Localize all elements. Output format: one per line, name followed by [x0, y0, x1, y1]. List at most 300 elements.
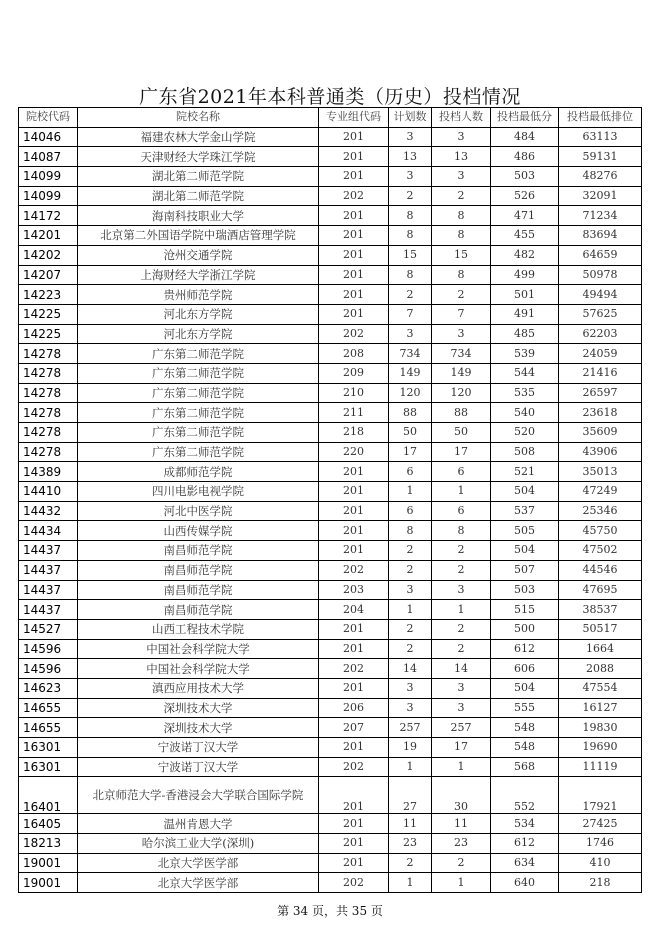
school-code: 14099: [19, 167, 78, 187]
min-rank: 11119: [559, 757, 642, 777]
table-row: [19, 814, 642, 834]
group-code: 201: [319, 127, 389, 147]
plan-count: 6: [389, 462, 432, 482]
min-rank: 48276: [559, 167, 642, 187]
group-code: 201: [319, 285, 389, 305]
min-score: 606: [491, 659, 559, 679]
school-name: 南昌师范学院: [78, 560, 319, 580]
table-row: [19, 226, 642, 246]
school-name: 北京大学医学部: [78, 853, 319, 873]
table-row: [19, 619, 642, 639]
admitted-count: 8: [432, 265, 491, 285]
header-min-score: 投档最低分: [491, 108, 559, 128]
school-name: 滇西应用技术大学: [78, 678, 319, 698]
school-name: 上海财经大学浙江学院: [78, 265, 319, 285]
min-rank: 45750: [559, 521, 642, 541]
min-rank: 410: [559, 853, 642, 873]
table-header-row: [19, 108, 642, 128]
table-row: [19, 600, 642, 620]
group-code: 204: [319, 600, 389, 620]
admitted-count: 2: [432, 853, 491, 873]
school-code: 14278: [19, 403, 78, 423]
school-name: 广东第二师范学院: [78, 442, 319, 462]
table-row: [19, 738, 642, 758]
min-score: 640: [491, 873, 559, 893]
plan-count: 2: [389, 541, 432, 561]
plan-count: 11: [389, 814, 432, 834]
school-name: 广东第二师范学院: [78, 423, 319, 443]
min-score: 548: [491, 738, 559, 758]
group-code: 202: [319, 757, 389, 777]
plan-count: 1: [389, 873, 432, 893]
min-rank: 50978: [559, 265, 642, 285]
table-row: [19, 853, 642, 873]
school-name: 深圳技术大学: [78, 698, 319, 718]
group-code: 202: [319, 324, 389, 344]
plan-count: 19: [389, 738, 432, 758]
school-name: 天津财经大学珠江学院: [78, 147, 319, 167]
min-rank: 27425: [559, 814, 642, 834]
plan-count: 8: [389, 226, 432, 246]
school-code: 14596: [19, 659, 78, 679]
header-plan: 计划数: [389, 108, 432, 128]
school-code: 14437: [19, 560, 78, 580]
min-score: 482: [491, 245, 559, 265]
min-rank: 47502: [559, 541, 642, 561]
admitted-count: 6: [432, 501, 491, 521]
plan-count: 734: [389, 344, 432, 364]
min-rank: 32091: [559, 186, 642, 206]
table-row: [19, 678, 642, 698]
admitted-count: 3: [432, 698, 491, 718]
school-name: 宁波诺丁汉大学: [78, 738, 319, 758]
school-code: 14201: [19, 226, 78, 246]
admitted-count: 8: [432, 226, 491, 246]
min-rank: 1664: [559, 639, 642, 659]
admitted-count: 11: [432, 814, 491, 834]
school-code: 14278: [19, 442, 78, 462]
page-title: 广东省2021年本科普通类（历史）投档情况: [139, 86, 521, 108]
min-rank: 47554: [559, 678, 642, 698]
min-score: 508: [491, 442, 559, 462]
table-row: [19, 698, 642, 718]
min-score: 634: [491, 853, 559, 873]
group-code: 201: [319, 265, 389, 285]
school-name: 山西工程技术学院: [78, 619, 319, 639]
table-row: [19, 127, 642, 147]
school-name: 河北中医学院: [78, 501, 319, 521]
plan-count: 3: [389, 127, 432, 147]
plan-count: 3: [389, 678, 432, 698]
table-row: [19, 206, 642, 226]
plan-count: 120: [389, 383, 432, 403]
school-code: 14172: [19, 206, 78, 226]
admitted-count: 7: [432, 304, 491, 324]
group-code: 201: [319, 639, 389, 659]
school-name: 山西传媒学院: [78, 521, 319, 541]
group-code: 210: [319, 383, 389, 403]
min-rank: 47249: [559, 482, 642, 502]
group-code: 209: [319, 363, 389, 383]
school-name: 南昌师范学院: [78, 541, 319, 561]
school-name: 沧州交通学院: [78, 245, 319, 265]
school-name: 中国社会科学院大学: [78, 659, 319, 679]
plan-count: 1: [389, 482, 432, 502]
group-code: 201: [319, 738, 389, 758]
min-score: 526: [491, 186, 559, 206]
school-name: 中国社会科学院大学: [78, 639, 319, 659]
admitted-count: 149: [432, 363, 491, 383]
school-name: 湖北第二师范学院: [78, 186, 319, 206]
plan-count: 8: [389, 206, 432, 226]
admitted-count: 734: [432, 344, 491, 364]
group-code: 202: [319, 873, 389, 893]
min-rank: 47695: [559, 580, 642, 600]
min-score: 504: [491, 482, 559, 502]
school-name: 北京师范大学-香港浸会大学联合国际学院: [78, 777, 319, 814]
min-score: 540: [491, 403, 559, 423]
admitted-count: 23: [432, 834, 491, 854]
admitted-count: 2: [432, 541, 491, 561]
min-rank: 1746: [559, 834, 642, 854]
school-code: 14278: [19, 363, 78, 383]
group-code: 201: [319, 777, 389, 814]
plan-count: 2: [389, 619, 432, 639]
plan-count: 8: [389, 265, 432, 285]
admitted-count: 257: [432, 718, 491, 738]
school-code: 14434: [19, 521, 78, 541]
table-row: [19, 363, 642, 383]
min-score: 503: [491, 167, 559, 187]
min-score: 503: [491, 580, 559, 600]
min-score: 535: [491, 383, 559, 403]
group-code: 201: [319, 521, 389, 541]
min-score: 491: [491, 304, 559, 324]
plan-count: 8: [389, 521, 432, 541]
header-group-code: 专业组代码: [319, 108, 389, 128]
min-rank: 35013: [559, 462, 642, 482]
min-score: 534: [491, 814, 559, 834]
admitted-count: 50: [432, 423, 491, 443]
min-score: 515: [491, 600, 559, 620]
school-name: 温州肯恩大学: [78, 814, 319, 834]
admitted-count: 15: [432, 245, 491, 265]
school-code: 14046: [19, 127, 78, 147]
min-score: 539: [491, 344, 559, 364]
plan-count: 257: [389, 718, 432, 738]
group-code: 201: [319, 501, 389, 521]
admitted-count: 3: [432, 678, 491, 698]
plan-count: 3: [389, 698, 432, 718]
plan-count: 3: [389, 167, 432, 187]
min-score: 548: [491, 718, 559, 738]
min-score: 500: [491, 619, 559, 639]
group-code: 220: [319, 442, 389, 462]
table-row: [19, 873, 642, 893]
school-code: 16301: [19, 738, 78, 758]
group-code: 201: [319, 167, 389, 187]
admitted-count: 3: [432, 127, 491, 147]
admitted-count: 6: [432, 462, 491, 482]
admitted-count: 2: [432, 619, 491, 639]
admitted-count: 120: [432, 383, 491, 403]
school-code: 14087: [19, 147, 78, 167]
group-code: 203: [319, 580, 389, 600]
min-rank: 35609: [559, 423, 642, 443]
min-rank: 38537: [559, 600, 642, 620]
school-name: 河北东方学院: [78, 304, 319, 324]
plan-count: 2: [389, 853, 432, 873]
school-name: 海南科技职业大学: [78, 206, 319, 226]
school-code: 16401: [19, 777, 78, 814]
admitted-count: 2: [432, 285, 491, 305]
admitted-count: 1: [432, 482, 491, 502]
min-score: 520: [491, 423, 559, 443]
min-rank: 25346: [559, 501, 642, 521]
table-row: [19, 639, 642, 659]
school-code: 14596: [19, 639, 78, 659]
school-code: 14655: [19, 698, 78, 718]
admitted-count: 13: [432, 147, 491, 167]
table-row: [19, 304, 642, 324]
admitted-count: 8: [432, 521, 491, 541]
table-row: [19, 834, 642, 854]
table-row: [19, 442, 642, 462]
min-score: 485: [491, 324, 559, 344]
min-rank: 17921: [559, 777, 642, 814]
table-row: [19, 265, 642, 285]
group-code: 201: [319, 814, 389, 834]
min-score: 504: [491, 541, 559, 561]
min-score: 505: [491, 521, 559, 541]
table-row: [19, 403, 642, 423]
table-row: [19, 324, 642, 344]
school-code: 14437: [19, 541, 78, 561]
admitted-count: 3: [432, 580, 491, 600]
admitted-count: 17: [432, 442, 491, 462]
admitted-count: 1: [432, 873, 491, 893]
admitted-count: 2: [432, 560, 491, 580]
school-code: 14223: [19, 285, 78, 305]
header-school-name: 院校名称: [78, 108, 319, 128]
admitted-count: 14: [432, 659, 491, 679]
plan-count: 15: [389, 245, 432, 265]
min-rank: 19830: [559, 718, 642, 738]
group-code: 207: [319, 718, 389, 738]
group-code: 201: [319, 619, 389, 639]
table-row: [19, 167, 642, 187]
table-row: [19, 186, 642, 206]
group-code: 201: [319, 206, 389, 226]
group-code: 201: [319, 226, 389, 246]
school-name: 北京第二外国语学院中瑞酒店管理学院: [78, 226, 319, 246]
plan-count: 6: [389, 501, 432, 521]
min-score: 499: [491, 265, 559, 285]
min-rank: 63113: [559, 127, 642, 147]
school-code: 14655: [19, 718, 78, 738]
group-code: 201: [319, 678, 389, 698]
admitted-count: 1: [432, 600, 491, 620]
school-name: 宁波诺丁汉大学: [78, 757, 319, 777]
page-footer: 第 34 页，共 35 页: [277, 904, 383, 918]
school-code: 14437: [19, 600, 78, 620]
table-row: [19, 659, 642, 679]
group-code: 201: [319, 541, 389, 561]
min-rank: 71234: [559, 206, 642, 226]
min-score: 537: [491, 501, 559, 521]
school-name: 广东第二师范学院: [78, 363, 319, 383]
plan-count: 3: [389, 580, 432, 600]
school-code: 14527: [19, 619, 78, 639]
group-code: 202: [319, 560, 389, 580]
school-name: 福建农林大学金山学院: [78, 127, 319, 147]
admitted-count: 1: [432, 757, 491, 777]
table-row: [19, 245, 642, 265]
plan-count: 2: [389, 186, 432, 206]
min-score: 544: [491, 363, 559, 383]
min-rank: 64659: [559, 245, 642, 265]
school-code: 14389: [19, 462, 78, 482]
school-code: 14278: [19, 423, 78, 443]
table-row: [19, 482, 642, 502]
school-name: 广东第二师范学院: [78, 344, 319, 364]
plan-count: 1: [389, 757, 432, 777]
header-admitted: 投档人数: [432, 108, 491, 128]
table-row: [19, 718, 642, 738]
plan-count: 27: [389, 777, 432, 814]
school-name: 深圳技术大学: [78, 718, 319, 738]
table-row: [19, 147, 642, 167]
school-name: 南昌师范学院: [78, 580, 319, 600]
table-row: [19, 580, 642, 600]
admitted-count: 2: [432, 186, 491, 206]
min-rank: 24059: [559, 344, 642, 364]
min-rank: 19690: [559, 738, 642, 758]
school-code: 18213: [19, 834, 78, 854]
min-rank: 57625: [559, 304, 642, 324]
school-name: 贵州师范学院: [78, 285, 319, 305]
school-code: 19001: [19, 853, 78, 873]
plan-count: 3: [389, 324, 432, 344]
table-row: [19, 777, 642, 814]
table-row: [19, 560, 642, 580]
min-rank: 62203: [559, 324, 642, 344]
header-min-rank: 投档最低排位: [559, 108, 642, 128]
school-code: 14437: [19, 580, 78, 600]
min-score: 501: [491, 285, 559, 305]
school-name: 北京大学医学部: [78, 873, 319, 893]
school-code: 14410: [19, 482, 78, 502]
table-row: [19, 521, 642, 541]
plan-count: 2: [389, 560, 432, 580]
min-rank: 26597: [559, 383, 642, 403]
group-code: 206: [319, 698, 389, 718]
school-code: 14099: [19, 186, 78, 206]
min-score: 521: [491, 462, 559, 482]
plan-count: 50: [389, 423, 432, 443]
school-name: 广东第二师范学院: [78, 403, 319, 423]
table-row: [19, 462, 642, 482]
school-code: 14225: [19, 304, 78, 324]
school-code: 19001: [19, 873, 78, 893]
min-score: 552: [491, 777, 559, 814]
min-rank: 83694: [559, 226, 642, 246]
admitted-count: 8: [432, 206, 491, 226]
min-score: 568: [491, 757, 559, 777]
min-score: 455: [491, 226, 559, 246]
table-row: [19, 285, 642, 305]
table-row: [19, 501, 642, 521]
school-code: 14432: [19, 501, 78, 521]
min-rank: 44546: [559, 560, 642, 580]
admitted-count: 2: [432, 639, 491, 659]
min-rank: 43906: [559, 442, 642, 462]
school-name: 河北东方学院: [78, 324, 319, 344]
group-code: 201: [319, 482, 389, 502]
admission-table: [18, 107, 642, 893]
school-name: 南昌师范学院: [78, 600, 319, 620]
school-code: 16405: [19, 814, 78, 834]
table-row: [19, 383, 642, 403]
plan-count: 23: [389, 834, 432, 854]
plan-count: 13: [389, 147, 432, 167]
plan-count: 2: [389, 639, 432, 659]
group-code: 201: [319, 245, 389, 265]
plan-count: 14: [389, 659, 432, 679]
table-row: [19, 541, 642, 561]
header-school-code: 院校代码: [19, 108, 78, 128]
plan-count: 7: [389, 304, 432, 324]
admitted-count: 3: [432, 167, 491, 187]
group-code: 202: [319, 186, 389, 206]
plan-count: 149: [389, 363, 432, 383]
school-name: 广东第二师范学院: [78, 383, 319, 403]
school-name: 成都师范学院: [78, 462, 319, 482]
min-rank: 59131: [559, 147, 642, 167]
school-code: 14207: [19, 265, 78, 285]
min-score: 612: [491, 834, 559, 854]
plan-count: 17: [389, 442, 432, 462]
min-rank: 49494: [559, 285, 642, 305]
table-row: [19, 423, 642, 443]
school-code: 14278: [19, 344, 78, 364]
plan-count: 88: [389, 403, 432, 423]
group-code: 208: [319, 344, 389, 364]
admitted-count: 17: [432, 738, 491, 758]
admitted-count: 3: [432, 324, 491, 344]
school-code: 14225: [19, 324, 78, 344]
plan-count: 1: [389, 600, 432, 620]
min-score: 507: [491, 560, 559, 580]
school-code: 14623: [19, 678, 78, 698]
group-code: 202: [319, 659, 389, 679]
group-code: 211: [319, 403, 389, 423]
table-row: [19, 344, 642, 364]
group-code: 218: [319, 423, 389, 443]
min-rank: 23618: [559, 403, 642, 423]
min-rank: 2088: [559, 659, 642, 679]
school-code: 14202: [19, 245, 78, 265]
school-name: 湖北第二师范学院: [78, 167, 319, 187]
school-code: 16301: [19, 757, 78, 777]
group-code: 201: [319, 147, 389, 167]
min-rank: 16127: [559, 698, 642, 718]
school-code: 14278: [19, 383, 78, 403]
group-code: 201: [319, 462, 389, 482]
admitted-count: 30: [432, 777, 491, 814]
admitted-count: 88: [432, 403, 491, 423]
plan-count: 2: [389, 285, 432, 305]
